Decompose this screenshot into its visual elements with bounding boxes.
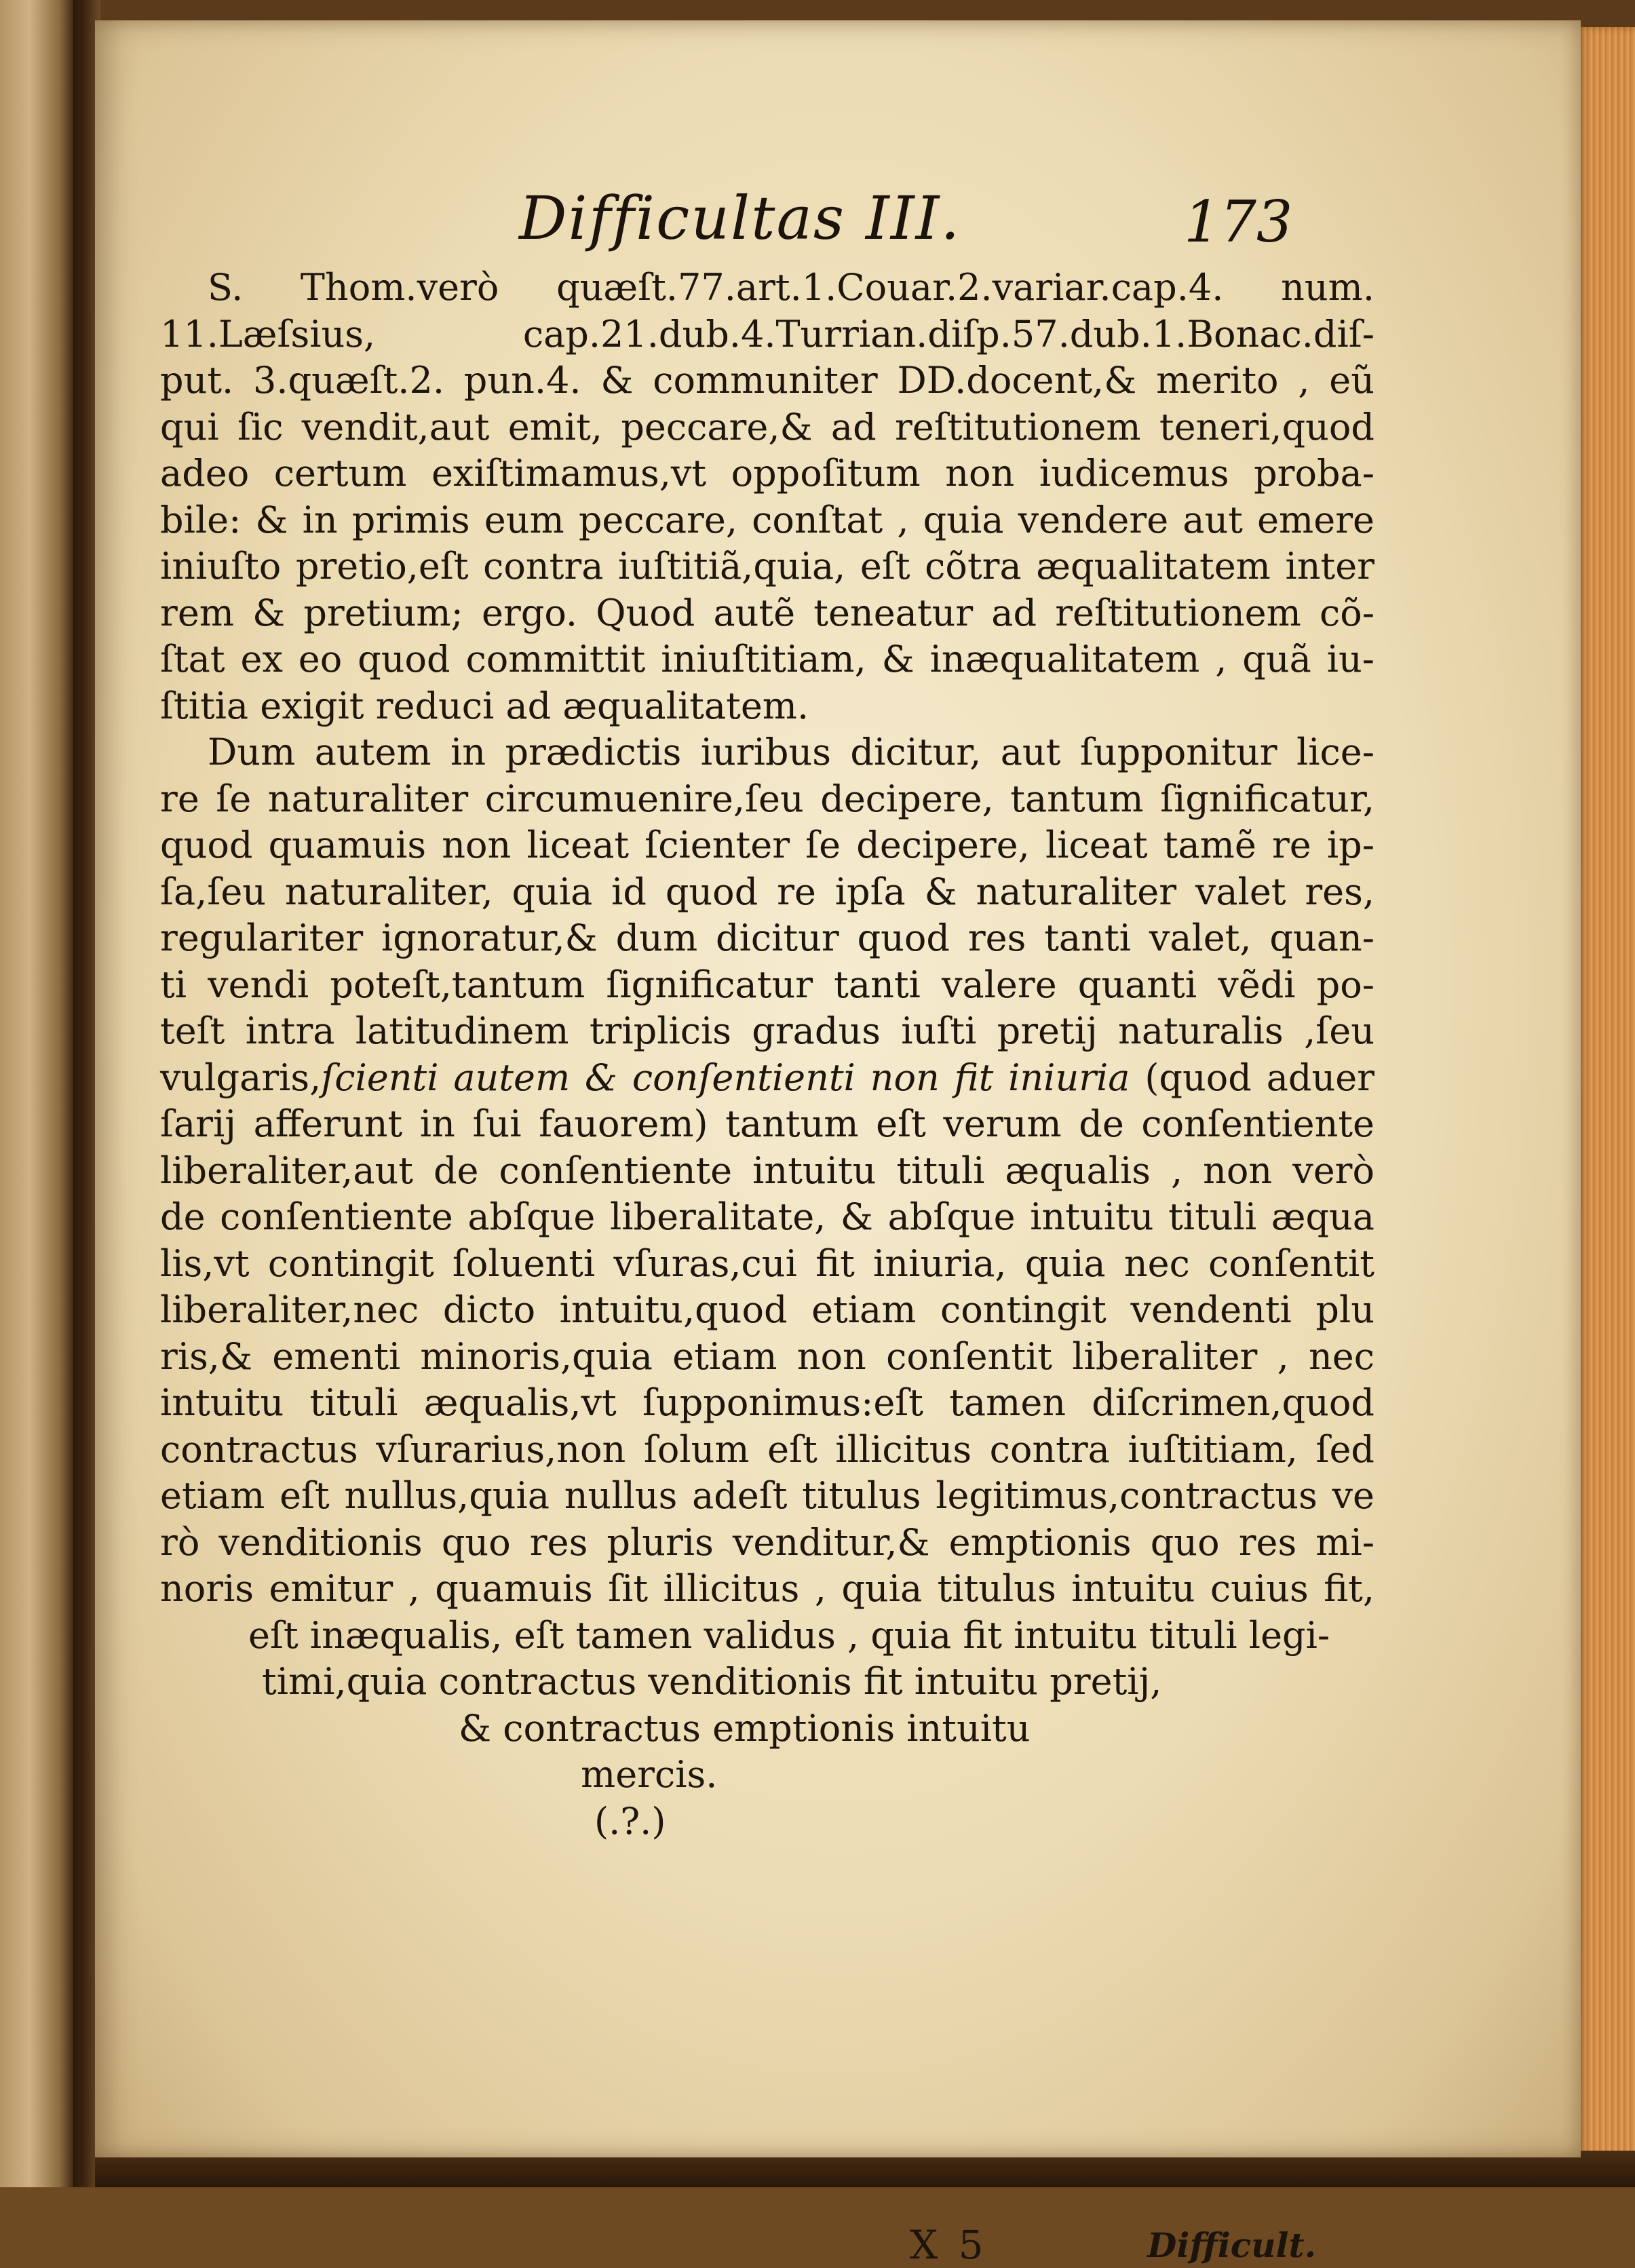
italic-maxim: ſcienti autem & conſentienti non fit iniuria <box>321 1056 1130 1099</box>
text-line: liberaliter,aut de conſentiente intuitu tituli æqualis , non verò <box>160 1149 1374 1192</box>
text-line: de conſentiente abſque liberalitate, & abſque intuitu tituli æqua <box>160 1195 1374 1238</box>
catchword: Difficult. <box>1147 2225 1316 2265</box>
text-line: quod quamuis non liceat ſcienter ſe decipere, liceat tamẽ re ip- <box>160 824 1374 866</box>
text-line: noris emitur , quamuis ſit illicitus , quia titulus intuitu cuius fit, <box>160 1567 1374 1610</box>
text-segment: (quod aduer <box>1144 1056 1374 1099</box>
text-line: ti vendi poteſt,tantum ſignificatur tanti valere quanti vẽdi po- <box>160 963 1374 1006</box>
page-number: 173 <box>1184 189 1293 255</box>
text-line: regulariter ignoratur,& dum dicitur quod res tanti valet, quan- <box>160 917 1374 959</box>
text-line: S. Thom.verò quæſt.77.art.1.Couar.2.variar.cap.4. num. <box>208 266 1374 309</box>
text-segment: vulgaris, <box>160 1056 322 1099</box>
text-line: teſt intra latitudinem triplicis gradus iuſti pretij naturalis ,ſeu <box>160 1010 1374 1052</box>
text-line: contractus vſurarius,non ſolum eſt illicitus contra iuſtitiam, ſed <box>160 1427 1374 1471</box>
text-line: Dum autem in prædictis iuribus dicitur, aut ſupponitur lice- <box>208 731 1374 773</box>
text-line: put. 3.quæſt.2. pun.4. & communiter DD.docent,& merito , eũ <box>160 359 1374 402</box>
running-head-title: Difficultas III. <box>519 183 961 253</box>
text-line: rem & pretium; ergo. Quod autẽ teneatur ad reſtitutionem cõ- <box>160 591 1374 634</box>
text-line: qui ſic vendit,aut emit, peccare,& ad reſtitutionem teneri,quod <box>160 405 1374 448</box>
text-line: timi,quia contractus venditionis fit intuitu pretij, <box>262 1660 1162 1703</box>
text-line: ris,& ementi minoris,quia etiam non conſentit liberaliter , nec <box>160 1334 1374 1378</box>
text-line: etiam eſt nullus,quia nullus adeſt titulus legitimus,contractus ve <box>160 1474 1374 1517</box>
text-line: iniuſto pretio,eſt contra iuſtitiã,quia, eſt cõtra æqualitatem inter <box>160 545 1374 588</box>
running-head <box>95 183 1581 258</box>
text-line: bile: & in primis eum peccare, conſtat , quia vendere aut emere <box>160 498 1374 541</box>
signature-mark: X 5 <box>910 2222 988 2268</box>
text-line: mercis. <box>581 1753 718 1796</box>
text-line: ſa,ſeu naturaliter, quia id quod re ipſa & naturaliter valet res, <box>160 870 1374 913</box>
text-line: & contractus emptionis intuitu <box>459 1706 1031 1750</box>
page-fore-edge <box>1577 27 1635 2171</box>
text-line: (.?.) <box>594 1799 666 1843</box>
text-line: intuitu tituli æqualis,vt ſupponimus:eſt tamen diſcrimen,quod <box>160 1381 1374 1424</box>
text-line: rò venditionis quo res pluris venditur,& emptionis quo res mi- <box>160 1520 1374 1564</box>
text-line: ſarij afferunt in ſui fauorem) tantum eſt verum de conſentiente <box>160 1102 1374 1145</box>
text-line: lis,vt contingit ſoluenti vſuras,cui fit iniuria, quia nec conſentit <box>160 1242 1374 1285</box>
text-line-mixed <box>160 1055 1374 1102</box>
text-line: eſt inæqualis, eſt tamen validus , quia fit intuitu tituli legi- <box>248 1613 1330 1657</box>
book-page <box>95 20 1581 2268</box>
text-line: ſtat ex eo quod committit iniuſtitiam, & inæqualitatem , quã iu- <box>160 638 1374 680</box>
facing-page-edge <box>0 0 75 2187</box>
text-line: re ſe naturaliter circumuenire,ſeu decipere, tantum ſignificatur, <box>160 777 1374 820</box>
body-text <box>160 265 1374 1845</box>
text-line: adeo certum exiſtimamus,vt oppoſitum non iudicemus proba- <box>160 452 1374 495</box>
text-line: 11.Læſsius, cap.21.dub.4.Turrian.diſp.57.dub.1.Bonac.diſ- <box>160 312 1374 355</box>
text-line: ſtitia exigit reduci ad æqualitatem. <box>160 684 809 727</box>
text-line: liberaliter,nec dicto intuitu,quod etiam contingit vendenti plu <box>160 1288 1374 1331</box>
